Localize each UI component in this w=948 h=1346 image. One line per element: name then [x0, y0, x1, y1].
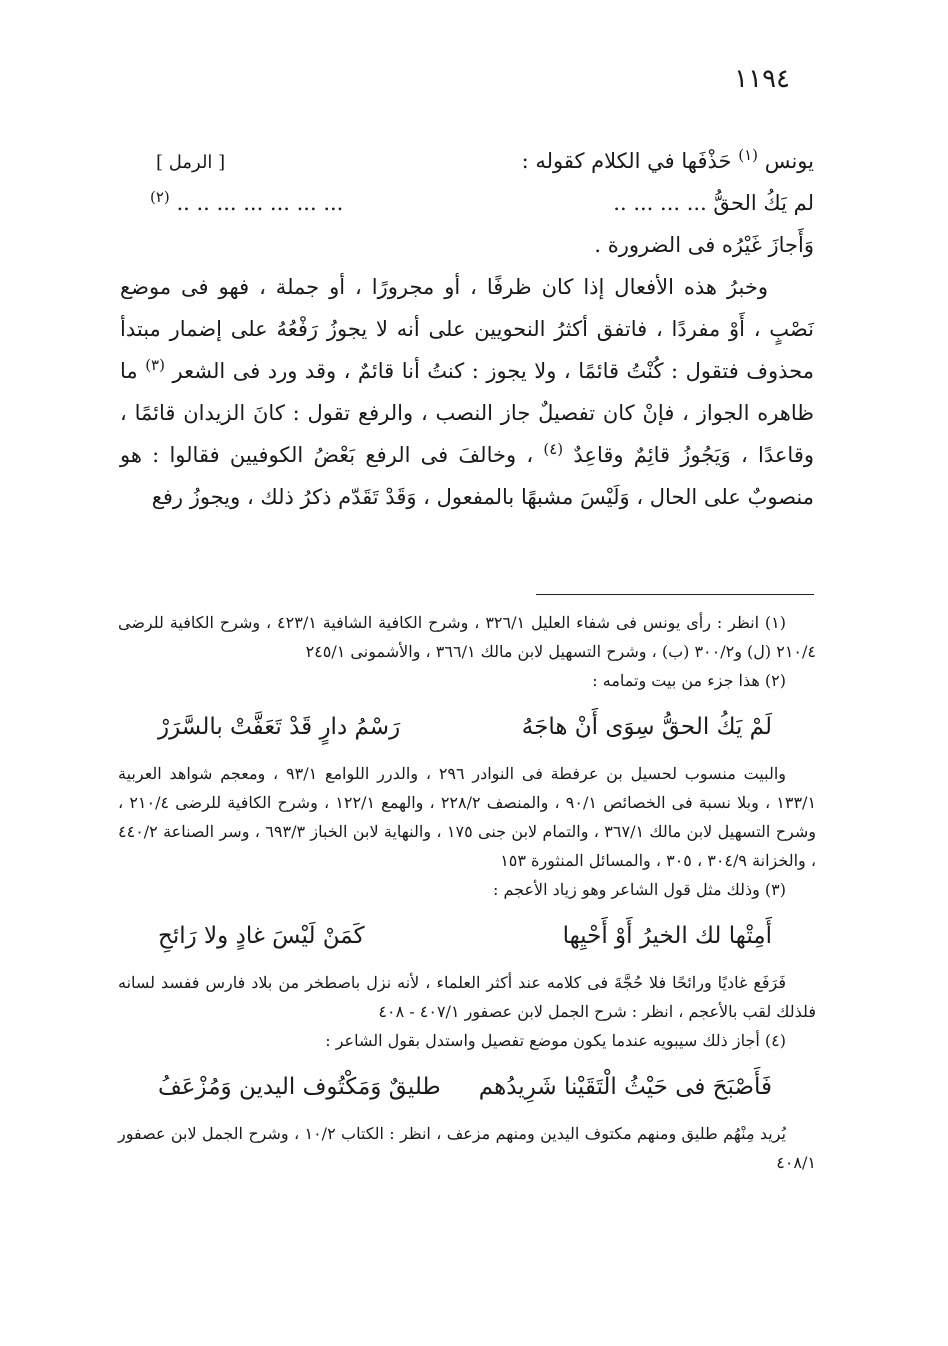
- footnote-3: (٣) وذلك مثل قول الشاعر وهو زياد الأعجم :: [493, 880, 786, 899]
- paragraph-part-b: ما ظاهره الجواز ، فإنْ كان تفصيلٌ جاز النصب ، والرفع تقول : كانَ الزيدان قائمًا ، وقاعدًا ، وَيَجُوزُ قائِمٌ وقاعِدٌ: [120, 359, 814, 467]
- footnote-ref-3: (٣): [145, 356, 165, 374]
- fn3-verse-second: كَمَنْ لَيْسَ غادٍ ولا رَائحِ: [158, 923, 365, 949]
- footnotes: [118, 608, 816, 1177]
- footnote-2: (٢) هذا جزء من بيت وتمامه :: [592, 671, 786, 690]
- verse-fragment-line: [120, 182, 814, 224]
- fn2-verse-second: رَسْمُ دارٍ قَدْ تَعَفَّتْ بالسَّرَرْ: [158, 714, 401, 740]
- page-number: ١١٩٤: [734, 64, 790, 94]
- paragraph-part-a: وخبرُ هذه الأفعال إذا كان ظرفًا ، أو مجرورًا ، أو جملة ، فهو فى موضع نَصْبٍ ، أَوْ مفردًا ، فاتفق أكثرُ النحويين على أنه لا يجوزُ رَفْعُهُ على إضمار مبتدأ محذوف فتقول : كُنْتُ قائمًا ، ولا يجوز : كنتُ أنا قائمٌ ، وقد ورد فى الشعر: [120, 275, 814, 383]
- footnote-4-verse: [118, 1055, 816, 1119]
- fn4-verse-first: فَأَصْبَحَ فى حَيْثُ الْتَقَيْنا شَرِيدُهم: [478, 1074, 772, 1100]
- verse-first-hemistich: لم يَكُ الحقُّ ... ... ... ..: [613, 191, 814, 215]
- footnote-1: (١) انظر : رأى يونس فى شفاء العليل ٣٢٦/١ ، وشرح الكافية الشافية ٤٢٣/١ ، وشرح الكافية للرضى ٢١٠/٤ (ل) و٣٠٠/٢ (ب) ، وشرح التسهيل لابن مالك ٣٦٦/١ ، والأشمونى ٢٤٥/١: [118, 613, 816, 661]
- footnote-ref-1: (١): [738, 146, 758, 164]
- footnote-separator: [536, 594, 814, 595]
- fn3-verse-first: أَمِتْها لك الخيرُ أَوْ أَحْيِها: [562, 923, 772, 949]
- line-1-start: يونس: [764, 149, 814, 173]
- footnote-2-verse: [118, 695, 816, 759]
- line-1-rest: حَذْفَها في الكلام كقوله :: [521, 149, 732, 173]
- fn2-verse-first: لَمْ يَكُ الحقُّ سِوَى أَنْ هاجَهُ: [521, 714, 772, 740]
- footnote-4-source: يُريد مِنْهُم طليق ومنهم مكتوف اليدين ومنهم مزعف ، انظر : الكتاب ١٠/٢ ، وشرح الجمل لابن عصفور ٤٠٨/١: [118, 1124, 816, 1172]
- main-text: [120, 140, 814, 518]
- footnote-4: (٤) أجاز ذلك سيبويه عندما يكون موضع تفصيل واستدل بقول الشاعر :: [325, 1031, 786, 1050]
- footnote-3-verse: [118, 904, 816, 968]
- verse-second-dots: ... ... ... ... ... .. ..: [176, 191, 344, 215]
- fn4-verse-second: طليقٌ وَمَكْتُوف اليدين وَمُزْعَفُ: [158, 1074, 441, 1100]
- main-line-3: وَأَجازَ غَيْرُه فى الضرورة .: [594, 233, 814, 257]
- line-1-text: [522, 140, 814, 182]
- footnote-2-source: والبيت منسوب لحسيل بن عرفطة فى النوادر ٢٩٦ ، والدرر اللوامع ٩٣/١ ، ومعجم شواهد العربية ١٣٣/١ ، وبلا نسبة فى الخصائص ٩٠/١ ، والمنصف ٢٢٨/٢ ، والهمع ١٢٢/١ ، وشرح الكافية للرضى ٢١٠/٤ ، وشرح التسهيل لابن مالك ٣٦٧/١ ، والتمام لابن جنى ١٧٥ ، والنهاية لابن الخباز ٦٩٣/٣ ، وسر الصناعة ٤٤٠/٢ ، والخزانة ٣٠٤/٩ ، ٣٠٥ ، والمسائل المنثورة ١٥٣: [118, 764, 817, 870]
- footnote-ref-2: (٢): [150, 188, 170, 206]
- footnote-3-source: فَرَفَع غاديًا ورائحًا فلا حُجَّةَ فى كلامه عند أكثر العلماء ، لأنه نزل باصطخر من بلاد فارس ففسد لسانه فلذلك لقب بالأعجم ، انظر : شرح الجمل لابن عصفور ٤٠٧/١ - ٤٠٨: [118, 973, 816, 1021]
- main-paragraph: [120, 266, 814, 518]
- verse-second-hemistich: [150, 182, 343, 224]
- paragraph-part-c: ، وخالفَ فى الرفع بَعْضُ الكوفيين فقالوا : هو منصوبٌ على الحال ، وَلَيْسَ مشبهًا بالمفعول ، وَقَدْ تَقَدّم ذكرُ ذلك ، ويجوزُ رفع: [120, 443, 814, 509]
- main-line-1: [120, 140, 814, 182]
- footnote-ref-4: (٤): [543, 440, 564, 458]
- meter-label: [ الرمل ]: [156, 152, 226, 173]
